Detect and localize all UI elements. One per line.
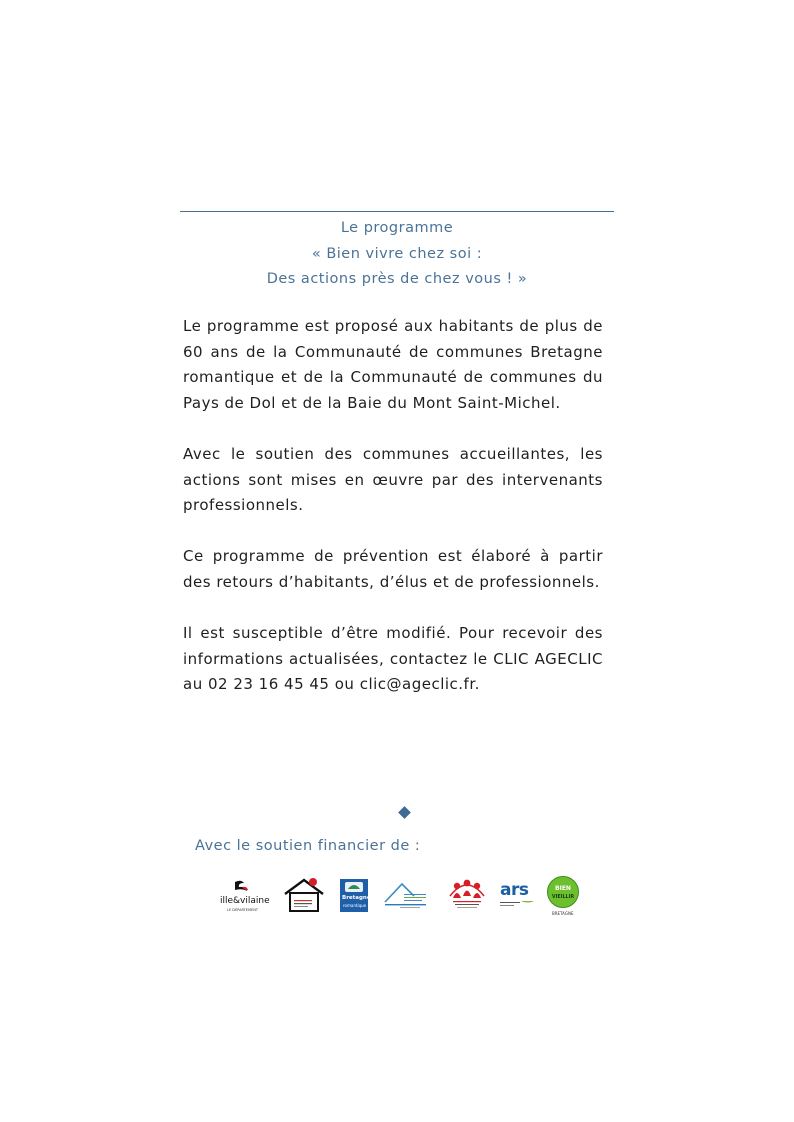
heading-line-1: Le programme bbox=[340, 220, 454, 236]
ille-et-vilaine-name: ille&vilaine bbox=[220, 896, 270, 906]
partner-logos bbox=[218, 872, 588, 920]
bretagne-romantique-subtitle: romantique bbox=[343, 903, 367, 908]
paragraph-prevention: Ce programme de prévention est élaboré à partir des retours d’habitants, d’élus et de professionnels. bbox=[183, 547, 603, 591]
ille-et-vilaine-logo bbox=[218, 878, 270, 914]
bretagne-romantique-mark-icon bbox=[340, 880, 368, 894]
mountain-icon bbox=[382, 878, 428, 912]
heading-rule bbox=[180, 211, 614, 212]
heading-line-3: Des actions près de chez vous ! » bbox=[266, 271, 528, 287]
bien-vieillir-subtitle: BRETAGNE bbox=[552, 911, 574, 916]
bien-vieillir-logo bbox=[546, 875, 580, 917]
house-icon bbox=[282, 876, 326, 916]
ars-name: ars bbox=[500, 880, 529, 900]
heading-line-2: « Bien vivre chez soi : bbox=[311, 245, 483, 262]
financial-support-label: Avec le soutien financier de : bbox=[195, 838, 421, 854]
diamond-separator-icon bbox=[398, 806, 411, 819]
ars-underline-icon bbox=[500, 901, 536, 911]
svg-text:VIEILLIR: VIEILLIR bbox=[551, 895, 575, 900]
bretagne-romantique-logo bbox=[340, 879, 371, 912]
people-group-icon bbox=[446, 874, 488, 914]
ars-logo bbox=[500, 880, 536, 912]
pays-de-dol-logo bbox=[382, 878, 428, 912]
program-heading bbox=[180, 216, 614, 293]
paragraph-audience: Le programme est proposé aux habitants de plus de 60 ans de la Communauté de communes Bretagne romantique et de la Communauté de communes du Pays de Dol et de la Baie du Mont Saint-Michel. bbox=[183, 317, 603, 412]
paragraph-support: Avec le soutien des communes accueillantes, les actions sont mises en œuvre par des intervenants professionnels. bbox=[183, 444, 603, 515]
conference-financeurs-logo bbox=[446, 874, 488, 914]
bien-vieillir-badge-icon bbox=[546, 875, 580, 909]
house-partner-logo bbox=[282, 876, 326, 916]
ille-et-vilaine-subtitle: LE DÉPARTEMENT bbox=[227, 908, 258, 912]
bretagne-romantique-name: Bretagne bbox=[342, 895, 371, 901]
paragraph-contact: Il est susceptible d’être modifié. Pour recevoir des informations actualisées, contactez le CLIC AGECLIC au 02 23 16 45 45 ou clic@ageclic.fr. bbox=[183, 624, 603, 694]
program-description bbox=[183, 314, 603, 724]
svg-text:BIEN: BIEN bbox=[555, 885, 571, 892]
